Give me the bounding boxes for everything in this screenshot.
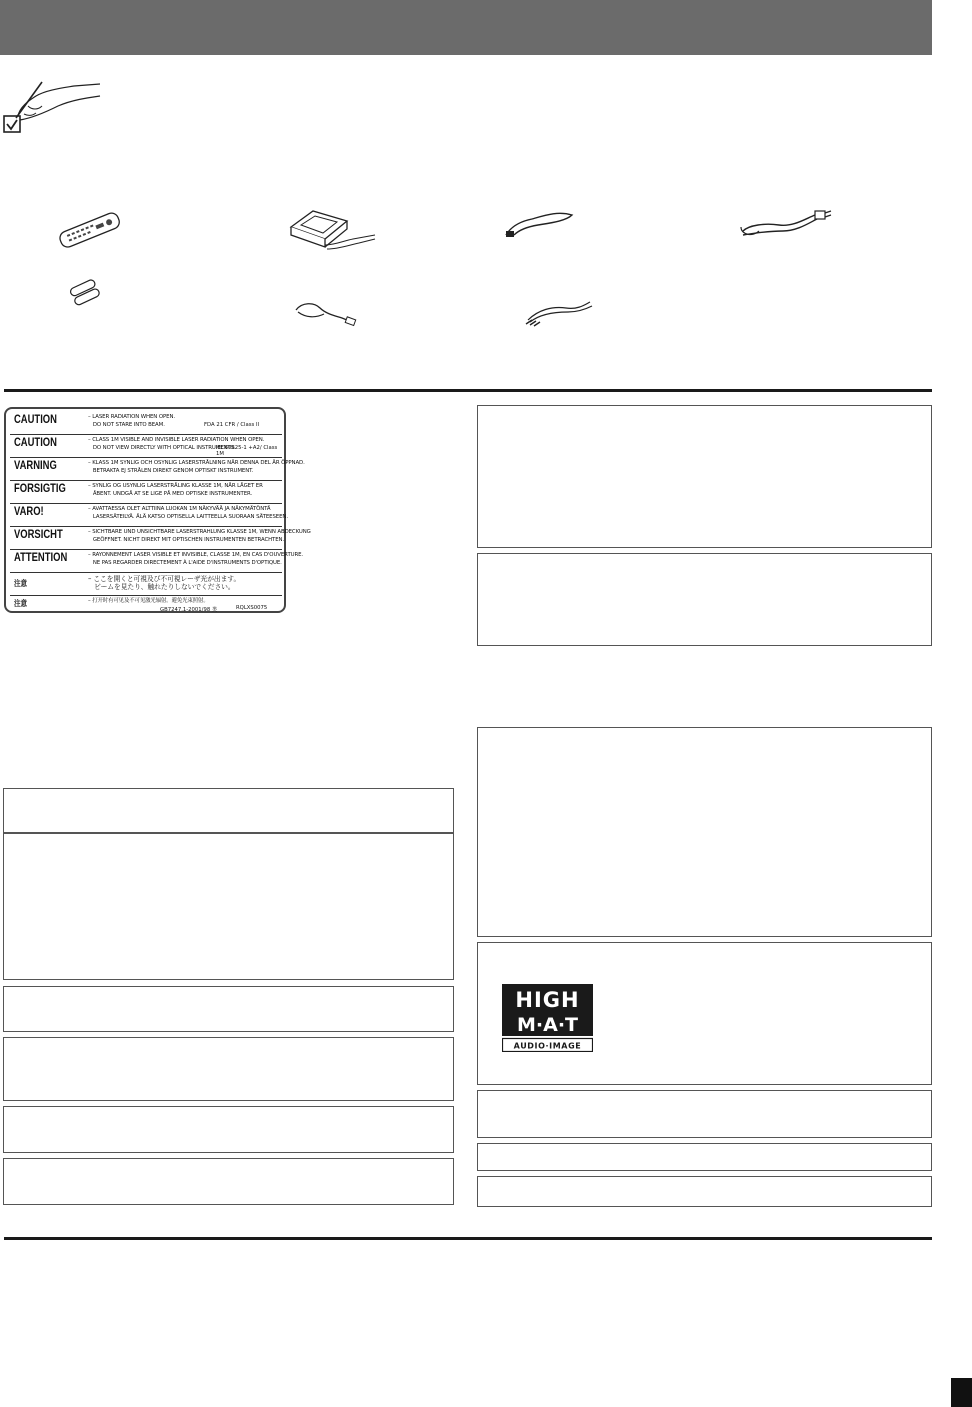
highmat-logo-line1: HIGH [515, 988, 580, 1012]
label-row-standard: FDA 21 CFR / Class II [204, 422, 260, 428]
am-loop-antenna-icon [283, 205, 383, 260]
label-row-heading: VARNING [14, 460, 57, 472]
label-row [10, 458, 305, 481]
notice-box [3, 833, 454, 980]
notice-box [3, 1037, 454, 1101]
label-row-heading: FORSIGTIG [14, 483, 66, 495]
notice-box [477, 1176, 932, 1207]
page-tab-marker [951, 1378, 972, 1407]
label-row-text: – RAYONNEMENT LASER VISIBLE ET INVISIBLE, CLASSE 1M, EN CAS D'OUVERTURE. NE PAS REGARDER DIRECTEMENT À L'AIDE D'INSTRUMENTS D'OPTIQUE. [88, 552, 304, 566]
notice-box [477, 1090, 932, 1138]
label-row-heading: CAUTION [14, 437, 57, 449]
label-row-standard: IEC60825-1 +A2/ Class 1M [216, 445, 278, 457]
label-standard-code: GB7247.1-2001/98 类 [160, 607, 218, 613]
audio-video-cable-icon [522, 298, 594, 328]
label-row-text: – CLASS 1M VISIBLE AND INVISIBLE LASER RADIATION WHEN OPEN. DO NOT VIEW DIRECTLY WITH OPTICAL INSTRUMENTS. [88, 437, 265, 451]
label-row-heading: ATTENTION [14, 552, 68, 564]
highmat-logo-line3: AUDIO·IMAGE [513, 1041, 582, 1051]
label-part-number: RQLXS0075 [236, 605, 268, 611]
notice-box [477, 727, 932, 937]
remote-control-icon [55, 210, 125, 252]
notice-box [3, 1158, 454, 1205]
batteries-icon [68, 278, 108, 306]
label-row [10, 481, 282, 504]
label-row-text: – SICHTBARE UND UNSICHTBARE LASERSTRAHLUNG KLASSE 1M, WENN ABDECKUNG GEÖFFNET. NICHT DIREKT MIT OPTISCHEN INSTRUMENTEN BETRACHTEN. [88, 529, 311, 543]
label-row-text: – KLASS 1M SYNLIG OCH OSYNLIG LASERSTRÅLNING NÄR DENNA DEL ÄR ÖPPNAD. BETRAKTA EJ STRÅLEN DIREKT GENOM OPTISKT INSTRUMENT. [88, 460, 305, 474]
laser-caution-label [4, 407, 311, 613]
label-row-heading: VORSICHT [14, 529, 63, 541]
label-row-text: – LASER RADIATION WHEN OPEN. DO NOT STARE INTO BEAM. [88, 414, 175, 428]
notice-box [477, 553, 932, 646]
label-row [10, 412, 282, 435]
notice-box [3, 1106, 454, 1153]
notice-box [477, 1143, 932, 1171]
label-row-text: – 打开时有可见及不可见激光辐射。避免光束照射。 [88, 598, 209, 604]
section-divider [4, 389, 932, 392]
label-row-heading: 注意 [14, 599, 28, 608]
label-row [10, 527, 311, 550]
label-row-heading: CAUTION [14, 414, 57, 426]
highmat-logo [502, 984, 593, 1052]
label-row [10, 573, 282, 596]
highmat-logo-graphic [502, 984, 593, 1052]
label-row-heading: 注意 [14, 579, 28, 588]
highmat-logo-line2: M·A·T [516, 1014, 579, 1036]
label-row [10, 435, 282, 458]
label-row [10, 596, 282, 612]
label-row [10, 504, 288, 527]
notice-box [3, 788, 454, 833]
notice-box [3, 986, 454, 1032]
label-row-text: – SYNLIG OG USYNLIG LASERSTRÅLING KLASSE 1M, NÅR LÅGET ER ÅBENT. UNDGÅ AT SE LIGE PÅ MED OPTISKE INSTRUMENTER. [88, 483, 263, 497]
hand-writing-checkmark-icon [2, 76, 102, 136]
label-row-text: – AVATTAESSA OLET ALTTIINA LUOKAN 1M NÄKYVÄÄ JA NÄKYMÄTÖNTÄ LASERSÄTEILYÄ. ÄLÄ KATSO OPTISELLA LAITTEELLA SUORAAN SÄTEESEEN. [88, 506, 288, 520]
ac-power-cord-icon [735, 205, 835, 241]
header-bar [0, 0, 932, 55]
label-row [10, 550, 304, 573]
fm-indoor-antenna-icon [292, 298, 358, 330]
label-row-text: – ここを開くと可視及び不可視レーザ光が出ます。 ビームを見たり、触れたりしないでください。 [88, 575, 241, 591]
bottom-divider [4, 1237, 932, 1240]
notice-box [477, 405, 932, 548]
video-cable-icon [502, 205, 578, 241]
label-row-heading: VARO! [14, 506, 44, 518]
